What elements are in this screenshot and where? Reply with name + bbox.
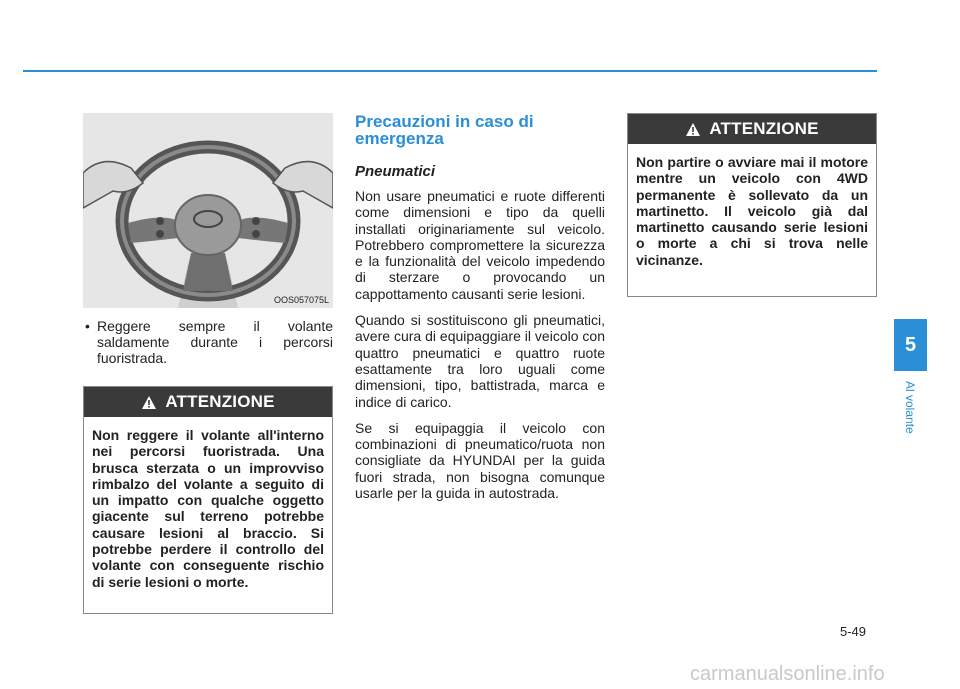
warning-box-right bbox=[627, 113, 877, 297]
subheading: Pneumatici bbox=[355, 163, 436, 180]
watermark: carmanualsonline.info bbox=[690, 663, 885, 685]
warning-triangle-icon bbox=[685, 122, 701, 137]
steering-wheel-icon bbox=[83, 113, 333, 308]
warning-triangle-icon bbox=[141, 395, 157, 410]
left-column bbox=[83, 113, 333, 614]
bullet-item bbox=[83, 318, 333, 366]
page-number: 5-49 bbox=[840, 624, 867, 639]
steering-wheel-illustration bbox=[83, 113, 333, 308]
header-rule bbox=[23, 70, 877, 72]
image-code: OOS057075L bbox=[273, 295, 329, 305]
paragraph: Se si equipaggia il veicolo con combinazioni di pneumatico/ruota non consigliate da HYUNDAI per la guida fuori strada, non bisogna comunque usarle per la guida in autostrada. bbox=[355, 419, 605, 502]
chapter-name: Al volante bbox=[903, 380, 917, 434]
warning-text: Non reggere il volante all'interno nei percorsi fuoristrada. Una brusca sterzata o un improvviso rimbalzo del volante a seguito di un impatto con qualche oggetto giacente sul terreno potrebbe causare lesioni al braccio. Si potrebbe perdere il controllo del volante con conseguente rischio di serie lesioni o morte. bbox=[92, 427, 324, 590]
warning-header bbox=[84, 387, 332, 417]
right-column bbox=[627, 113, 877, 297]
warning-label: ATTENZIONE bbox=[709, 119, 819, 138]
warning-header bbox=[628, 114, 876, 144]
warning-label: ATTENZIONE bbox=[165, 392, 275, 411]
bullet-text: Reggere sempre il volante saldamente durante i percorsi fuoristrada. bbox=[97, 318, 333, 366]
middle-column bbox=[355, 113, 605, 511]
warning-box-left bbox=[83, 386, 333, 614]
warning-text: Non partire o avviare mai il motore mentre un veicolo con 4WD permanente è sollevato da un martinetto. Il veicolo già dal martinetto causando serie lesioni o morte a chi si trova nelle vicinanze. bbox=[636, 154, 868, 268]
section-title: Precauzioni in caso di emergenza bbox=[355, 112, 534, 148]
chapter-number-tab: 5 bbox=[894, 319, 927, 371]
bullet-symbol: • bbox=[85, 318, 90, 334]
paragraph: Non usare pneumatici e ruote differenti come dimensioni e tipo da quelli installati originariamente sul veicolo. Potrebbero compromettere la sicurezza e la funzionalità del veicolo impedendo di sterzare o provocando un cappottamento causanti serie lesioni. bbox=[355, 188, 605, 302]
paragraph: Quando si sostituiscono gli pneumatici, avere cura di equipaggiare il veicolo con quattro pneumatici e quattro ruote esattamente tra loro uguali come dimensioni, tipo, battistrada, marca e indice di carico. bbox=[355, 312, 605, 410]
